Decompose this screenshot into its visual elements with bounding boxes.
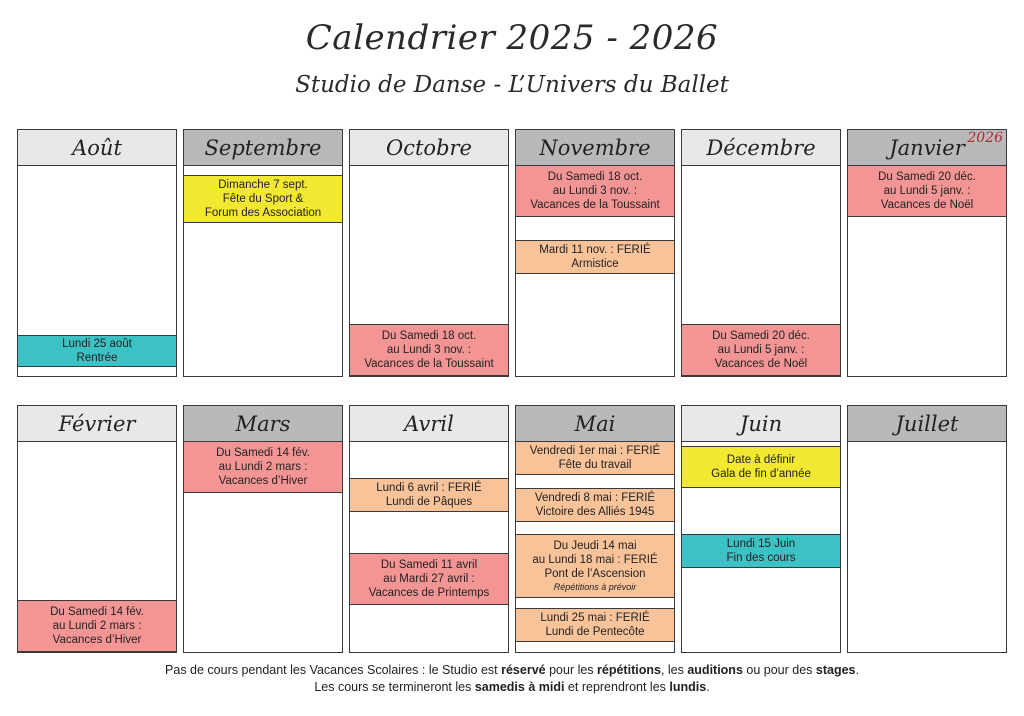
event-line: Rentrée (76, 352, 118, 364)
page-title: Calendrier 2025 - 2026 (305, 18, 719, 58)
event-line: Fête du travail (558, 459, 632, 471)
month-header (848, 130, 1006, 166)
event-vacances-printemps (350, 553, 508, 605)
event-line: Lundi 15 Juin (726, 538, 796, 550)
month-header: Février (18, 406, 176, 442)
event-line: Lundi 25 mai : FERIÉ (540, 612, 650, 624)
event-line: au Lundi 5 janv. : (717, 344, 805, 356)
month-mars (183, 405, 343, 653)
event-line: au Lundi 3 nov. : (552, 185, 638, 197)
event-line: Du Samedi 14 fév. (216, 447, 310, 459)
event-fete-du-travail (516, 441, 674, 475)
month-header: Mai (516, 406, 674, 442)
month-header: Août (18, 130, 176, 166)
event-line: Du Samedi 11 avril (380, 559, 478, 571)
event-line: Mardi 11 nov. : FERIÉ (539, 244, 651, 256)
event-line: au Lundi 5 janv. : (883, 185, 971, 197)
event-line: Gala de fin d’année (711, 468, 811, 480)
month-header: Avril (350, 406, 508, 442)
event-line: Du Jeudi 14 mai (553, 540, 637, 552)
event-armistice (516, 240, 674, 274)
event-paques (350, 478, 508, 512)
page-subtitle: Studio de Danse - L’Univers du Ballet (295, 72, 729, 98)
event-vacances-hiver (184, 441, 342, 493)
event-line: Vacances d’Hiver (218, 475, 308, 487)
event-line: Dimanche 7 sept. (218, 179, 308, 191)
month-fevrier (17, 405, 177, 653)
month-septembre (183, 129, 343, 377)
event-line: Du Samedi 18 oct. (381, 330, 477, 342)
event-line: Du Samedi 18 oct. (547, 171, 643, 183)
event-vacances-noel (848, 165, 1006, 217)
month-juillet (847, 405, 1007, 653)
event-vacances-hiver (18, 600, 176, 652)
event-fete-du-sport (184, 175, 342, 223)
event-line: Du Samedi 20 déc. (712, 330, 810, 342)
event-line: Victoire des Alliés 1945 (535, 506, 655, 518)
event-line: Vacances de la Toussaint (530, 199, 660, 211)
month-header: Octobre (350, 130, 508, 166)
event-line: au Lundi 2 mars : (218, 461, 308, 473)
event-line: Date à définir (726, 454, 796, 466)
event-rentree (18, 335, 176, 367)
month-header: Septembre (184, 130, 342, 166)
year-tag: 2026 (967, 130, 1003, 146)
event-fin-des-cours (682, 534, 840, 568)
event-vacances-toussaint (350, 324, 508, 376)
event-line: Vendredi 8 mai : FERIÉ (534, 492, 656, 504)
month-juin (681, 405, 841, 653)
month-octobre (349, 129, 509, 377)
event-vacances-noel (682, 324, 840, 376)
event-line: au Lundi 18 mai : FERIÉ (532, 554, 658, 566)
month-header: Mars (184, 406, 342, 442)
event-line: Vendredi 1er mai : FERIÉ (529, 445, 661, 457)
month-aout (17, 129, 177, 377)
event-vacances-toussaint (516, 165, 674, 217)
event-line: Lundi de Pâques (385, 496, 473, 508)
event-victoire-1945 (516, 488, 674, 522)
footer-line-2: Les cours se termineront les samedis à midi et reprendront les lundis. (314, 680, 710, 694)
month-header: Juillet (848, 406, 1006, 442)
month-avril (349, 405, 509, 653)
event-line: au Mardi 27 avril : (383, 573, 475, 585)
event-line: Fête du Sport & (222, 193, 304, 205)
month-header: Juin (682, 406, 840, 442)
event-line: Lundi 6 avril : FERIÉ (376, 482, 482, 494)
event-line: Fin des cours (726, 552, 796, 564)
month-header: Décembre (682, 130, 840, 166)
month-novembre (515, 129, 675, 377)
event-line: Vacances de Printemps (368, 587, 490, 599)
month-header: Novembre (516, 130, 674, 166)
event-line: Pont de l’Ascension (544, 568, 646, 580)
event-line: Vacances de Noël (714, 358, 808, 370)
month-mai (515, 405, 675, 653)
event-line: au Lundi 3 nov. : (386, 344, 472, 356)
event-ascension-note: Répétitions à prévoir (553, 582, 637, 592)
event-ascension (516, 534, 674, 598)
event-line: au Lundi 2 mars : (52, 620, 142, 632)
event-line: Lundi de Pentecôte (545, 626, 645, 638)
event-line: Vacances de la Toussaint (364, 358, 494, 370)
event-line: Du Samedi 14 fév. (50, 606, 144, 618)
month-name: Janvier (889, 136, 965, 160)
footer-line-1: Pas de cours pendant les Vacances Scolaires : le Studio est réservé pour les répétitions, les auditions ou pour des stages. (165, 663, 859, 677)
event-pentecote (516, 608, 674, 642)
event-line: Lundi 25 août (62, 338, 132, 350)
event-line: Armistice (571, 258, 619, 270)
event-line: Du Samedi 20 déc. (878, 171, 976, 183)
event-line: Vacances d’Hiver (52, 634, 142, 646)
month-janvier (847, 129, 1007, 377)
month-decembre (681, 129, 841, 377)
event-gala (682, 446, 840, 488)
event-ascension-text (518, 539, 672, 581)
event-line: Vacances de Noël (880, 199, 974, 211)
event-line: Forum des Association (204, 207, 322, 219)
